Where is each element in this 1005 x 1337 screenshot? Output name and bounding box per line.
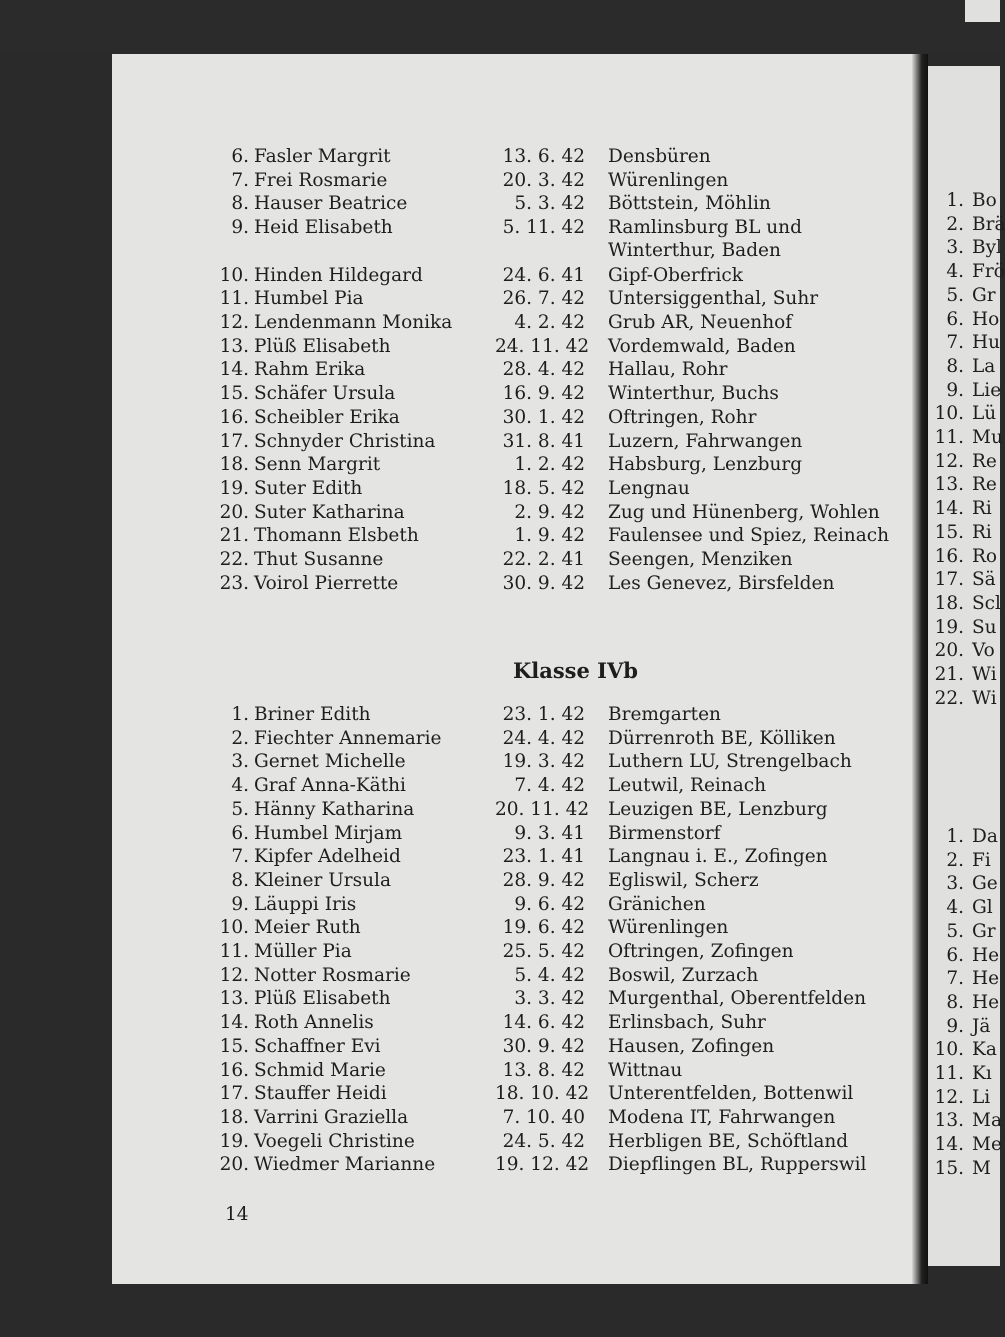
row-number: 19. [219,477,249,499]
origin-residence: Densbüren [608,146,711,167]
student-name: Schnyder Christina [254,430,436,452]
row-number: 14. [219,1012,249,1034]
name-fragment: Wi [972,687,997,709]
origin-residence: Oftringen, Zofingen [608,941,794,962]
row-number: 19. [219,1130,249,1152]
origin-residence: Birmenstorf [608,822,721,844]
student-name: Fiechter Annemarie [254,727,442,749]
row-number: 4. [231,775,249,797]
student-name: Thomann Elsbeth [254,525,419,547]
row-number: 4. [946,897,964,919]
student-name: Humbel Mirjam [254,822,403,844]
name-fragment: Lie [972,379,1002,401]
birth-date: 9. 3. 41 [514,822,585,844]
name-fragment: He [972,944,1000,966]
birth-date: 24. 5. 42 [502,1130,585,1152]
origin-residence: Würenlingen [608,917,729,939]
name-fragment: Sä [972,569,996,591]
origin-residence: Unterentfelden, Bottenwil [608,1083,854,1105]
birth-date: 24. 11. 42 [495,335,590,357]
row-number: 7. [946,968,964,990]
name-fragment: Re [972,474,997,496]
origin-residence: Untersiggenthal, Suhr [608,288,819,310]
student-name: Meier Ruth [254,917,361,939]
name-fragment: Ge [972,873,998,895]
origin-residence: Modena IT, Fahrwangen [608,1106,836,1128]
birth-date: 19. 12. 42 [495,1154,590,1176]
birth-date: 23. 1. 41 [502,846,585,868]
origin-residence: Winterthur, Baden [608,240,781,262]
row-number: 16. [934,545,964,567]
student-name: Lendenmann Monika [254,312,453,333]
row-number: 10. [934,403,964,425]
student-name: Roth Annelis [254,1012,374,1034]
origin-residence: Luthern LU, Strengelbach [608,751,852,773]
row-number: 16. [219,1059,249,1081]
origin-residence: Erlinsbach, Suhr [608,1012,766,1034]
row-number: 9. [231,217,249,239]
name-fragment: M [972,1157,991,1179]
origin-residence: Wittnau [608,1059,683,1081]
row-number: 5. [231,798,249,820]
row-number: 7. [231,169,249,191]
scan-background-top [0,0,1000,54]
student-name: Varrini Graziella [254,1106,409,1128]
row-number: 19. [934,616,964,638]
origin-residence: Murgenthal, Oberentfelden [608,988,866,1010]
origin-residence: Grub AR, Neuenhof [608,312,793,333]
name-fragment: Li [972,1086,991,1108]
row-number: 4. [946,261,964,283]
origin-residence: Lengnau [608,477,690,499]
student-name: Schäfer Ursula [254,383,396,405]
row-number: 12. [934,450,964,472]
row-number: 13. [934,1110,964,1132]
student-name: Hinden Hildegard [254,264,423,286]
name-fragment: Ri [972,521,992,543]
row-number: 13. [934,474,964,496]
birth-date: 28. 9. 42 [502,869,585,891]
row-number: 5. [946,284,964,306]
birth-date: 14. 6. 42 [502,1012,585,1034]
origin-residence: Boswil, Zurzach [608,964,759,986]
student-name: Suter Edith [254,477,363,499]
student-name: Rahm Erika [254,359,366,381]
birth-date: 5. 4. 42 [514,964,585,986]
row-number: 9. [946,1015,964,1037]
origin-residence: Habsburg, Lenzburg [608,454,803,476]
birth-date: 30. 9. 42 [502,572,585,594]
row-number: 11. [934,427,964,448]
row-number: 8. [231,193,249,215]
origin-residence: Luzern, Fahrwangen [608,430,803,452]
origin-residence: Faulensee und Spiez, Reinach [608,525,890,547]
row-number: 8. [231,869,249,891]
student-name: Humbel Pia [254,288,364,310]
name-fragment: Kı [972,1063,992,1084]
student-name: Wiedmer Marianne [254,1154,436,1176]
birth-date: 3. 3. 42 [514,988,585,1010]
birth-date: 31. 8. 41 [502,430,585,452]
row-number: 14. [934,1134,964,1156]
birth-date: 4. 2. 42 [514,312,585,333]
row-number: 6. [231,822,249,844]
name-fragment: Wi [972,664,997,685]
row-number: 15. [219,383,249,405]
row-number: 6. [946,944,964,966]
origin-residence: Winterthur, Buchs [608,383,779,405]
origin-residence: Gipf-Oberfrick [608,264,743,286]
row-number: 22. [219,549,249,570]
origin-residence: Leuzigen BE, Lenzburg [608,798,828,820]
name-fragment: Lü [972,403,997,425]
birth-date: 20. 3. 42 [502,169,585,191]
facing-page-corner [965,0,1000,22]
row-number: 1. [231,704,249,725]
birth-date: 30. 1. 42 [502,406,585,428]
birth-date: 24. 4. 42 [502,727,585,749]
origin-residence: Dürrenroth BE, Kölliken [608,727,836,749]
row-number: 13. [219,335,249,357]
name-fragment: Vo [972,640,995,662]
name-fragment: Ma [972,1110,1002,1132]
birth-date: 24. 6. 41 [502,264,585,286]
name-fragment: Frö [972,261,1005,283]
birth-date: 23. 1. 42 [502,704,585,725]
row-number: 20. [219,1154,249,1176]
name-fragment: Jä [972,1015,991,1037]
student-name: Läuppi Iris [254,893,357,915]
name-fragment: Su [972,616,997,638]
origin-residence: Böttstein, Möhlin [608,193,771,215]
student-name: Schmid Marie [254,1059,386,1081]
birth-date: 30. 9. 42 [502,1035,585,1057]
origin-residence: Egliswil, Scherz [608,869,759,891]
row-number: 8. [946,355,964,377]
birth-date: 13. 6. 42 [502,146,585,167]
birth-date: 5. 3. 42 [514,193,585,215]
origin-residence: Les Genevez, Birsfelden [608,572,835,594]
row-number: 12. [219,964,249,986]
student-name: Notter Rosmarie [254,964,411,986]
origin-residence: Seengen, Menziken [608,549,793,570]
row-number: 2. [231,727,249,749]
birth-date: 18. 10. 42 [495,1083,590,1105]
row-number: 15. [934,1157,964,1179]
student-name: Fasler Margrit [254,146,391,167]
origin-residence: Vordemwald, Baden [608,335,796,357]
name-fragment: Scl [972,592,1001,614]
student-name: Senn Margrit [254,454,381,476]
name-fragment: Ri [972,498,992,520]
student-name: Voirol Pierrette [254,572,399,594]
row-number: 17. [219,1083,249,1105]
class-heading: Klasse IVb [513,658,638,683]
row-number: 14. [934,498,964,520]
birth-date: 9. 6. 42 [514,893,585,915]
book-gutter [912,54,928,1284]
row-number: 17. [934,569,964,591]
row-number: 10. [219,264,249,286]
row-number: 1. [946,826,964,847]
student-name: Kleiner Ursula [254,869,391,891]
student-name: Graf Anna-Käthi [254,775,406,797]
row-number: 10. [219,917,249,939]
origin-residence: Langnau i. E., Zofingen [608,846,828,868]
birth-date: 7. 10. 40 [502,1106,585,1128]
row-number: 11. [934,1063,964,1084]
row-number: 16. [219,406,249,428]
student-name: Hauser Beatrice [254,193,408,215]
student-name: Plüß Elisabeth [254,988,391,1010]
origin-residence: Hallau, Rohr [608,359,728,381]
row-number: 15. [934,521,964,543]
row-number: 8. [946,991,964,1013]
name-fragment: He [972,968,1000,990]
origin-residence: Ramlinsburg BL und [608,217,802,239]
birth-date: 13. 8. 42 [502,1059,585,1081]
birth-date: 19. 6. 42 [502,917,585,939]
row-number: 20. [219,501,249,523]
name-fragment: Gl [972,897,993,919]
birth-date: 5. 11. 42 [502,217,585,239]
row-number: 17. [219,430,249,452]
row-number: 3. [231,751,249,773]
name-fragment: Fi [972,849,991,871]
row-number: 11. [219,288,249,310]
student-name: Plüß Elisabeth [254,335,391,357]
row-number: 6. [946,308,964,330]
row-number: 2. [946,849,964,871]
student-name: Scheibler Erika [254,406,400,428]
origin-residence: Bremgarten [608,704,721,725]
row-number: 13. [219,988,249,1010]
row-number: 5. [946,920,964,942]
page-number: 14 [225,1204,249,1225]
name-fragment: Gr [972,920,996,942]
origin-residence: Hausen, Zofingen [608,1035,775,1057]
student-name: Müller Pia [254,941,352,962]
student-name: Stauffer Heidi [254,1083,387,1105]
row-number: 10. [934,1039,964,1061]
name-fragment: Brä [972,213,1005,235]
student-name: Schaffner Evi [254,1035,381,1057]
birth-date: 19. 3. 42 [502,751,585,773]
name-fragment: Ho [972,308,1000,330]
student-name: Frei Rosmarie [254,169,388,191]
name-fragment: Da [972,826,998,847]
row-number: 14. [219,359,249,381]
student-name: Heid Elisabeth [254,217,393,239]
birth-date: 25. 5. 42 [502,941,585,962]
birth-date: 1. 9. 42 [514,525,585,547]
origin-residence: Würenlingen [608,169,729,191]
row-number: 18. [934,592,964,614]
origin-residence: Diepflingen BL, Rupperswil [608,1154,867,1176]
row-number: 2. [946,213,964,235]
row-number: 9. [231,893,249,915]
birth-date: 7. 4. 42 [514,775,585,797]
row-number: 1. [946,190,964,211]
row-number: 11. [219,941,249,962]
row-number: 15. [219,1035,249,1057]
student-name: Hänny Katharina [254,798,415,820]
name-fragment: Mu [972,427,1003,448]
row-number: 7. [946,332,964,354]
name-fragment: Bo [972,190,997,211]
name-fragment: La [972,355,996,377]
birth-date: 16. 9. 42 [502,383,585,405]
row-number: 23. [219,572,249,594]
name-fragment: Hu [972,332,1001,354]
row-number: 18. [219,1106,249,1128]
student-name: Kipfer Adelheid [254,846,401,868]
student-name: Thut Susanne [254,549,384,570]
birth-date: 2. 9. 42 [514,501,585,523]
origin-residence: Herbligen BE, Schöftland [608,1130,849,1152]
name-fragment: Ka [972,1039,997,1061]
row-number: 3. [946,237,964,259]
birth-date: 28. 4. 42 [502,359,585,381]
student-name: Gernet Michelle [254,751,406,773]
origin-residence: Leutwil, Reinach [608,775,767,797]
birth-date: 20. 11. 42 [495,798,590,820]
origin-residence: Zug und Hünenberg, Wohlen [608,501,880,523]
student-name: Voegeli Christine [254,1130,415,1152]
birth-date: 18. 5. 42 [502,477,585,499]
name-fragment: Ro [972,545,998,567]
name-fragment: Gr [972,284,996,306]
row-number: 3. [946,873,964,895]
row-number: 12. [934,1086,964,1108]
birth-date: 26. 7. 42 [502,288,585,310]
student-name: Briner Edith [254,704,371,725]
row-number: 12. [219,312,249,333]
name-fragment: He [972,991,1000,1013]
student-name: Suter Katharina [254,501,405,523]
row-number: 22. [934,687,964,709]
name-fragment: Re [972,450,997,472]
row-number: 21. [934,664,964,685]
row-number: 20. [934,640,964,662]
origin-residence: Oftringen, Rohr [608,406,757,428]
row-number: 9. [946,379,964,401]
row-number: 7. [231,846,249,868]
birth-date: 1. 2. 42 [514,454,585,476]
birth-date: 22. 2. 41 [502,549,585,570]
name-fragment: Byl [972,237,1002,259]
row-number: 21. [219,525,249,547]
row-number: 6. [231,146,249,167]
name-fragment: Me [972,1134,1002,1156]
row-number: 18. [219,454,249,476]
origin-residence: Gränichen [608,893,706,915]
